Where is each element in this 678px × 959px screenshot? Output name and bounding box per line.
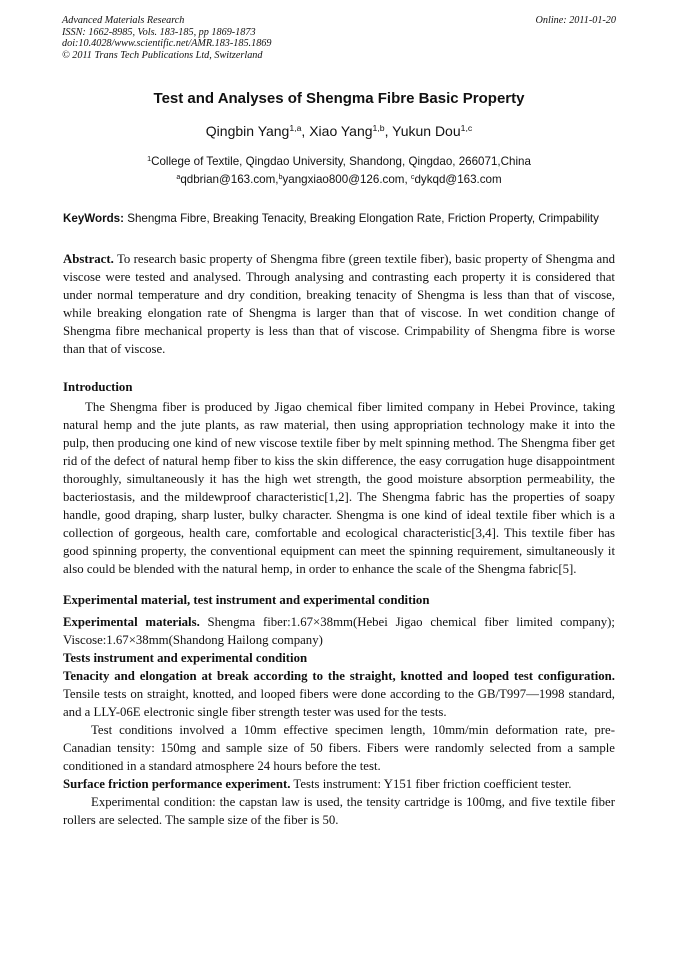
journal-name: Advanced Materials Research [62,15,185,26]
author-affiliation-mark: 1,b [372,123,385,134]
subsection-heading-tests: Tests instrument and experimental condition [63,651,308,665]
email-address: qdbrian@163.com, [180,173,279,186]
online-date: Online: 2011-01-20 [535,15,616,26]
email-address: yangxiao800@126.com, [282,173,411,186]
author-name: Qingbin Yang [205,123,290,139]
author-affiliation-mark: 1,c [460,123,473,134]
friction-text: Tests instrument: Y151 fiber friction coefficient tester. [290,777,572,791]
email-address: dykqd@163.com [414,173,502,186]
abstract [63,250,615,358]
doi-line: doi:10.4028/www.scientific.net/AMR.183-185.1869 [62,38,272,49]
materials-paragraph [63,613,615,649]
body-text [63,250,615,829]
abstract-text: To research basic property of Shengma fibre (green textile fiber), basic property of Shengma and viscose were tested and analysed. Through analysing and contrasting each property it is considered that under normal temperature and dry condition, breaking tenacity of Shengma is less than that of viscose, while breaking elongation rate of Shengma is larger than that of viscose. In wet condition change of Shengma fibre mechanical property is less than that of viscose. Crimpability of Shengma fibre is worse than that of viscose. [63,252,615,356]
keywords-label: KeyWords: [63,212,124,225]
author-separator: , [301,123,310,139]
tenacity-label: Tenacity and elongation at break according to the straight, knotted and looped test configuration. [63,669,615,683]
tenacity-text: Tensile tests on straight, knotted, and looped fibers were done according to the GB/T997—1998 standard, and a LLY-06E electronic single fiber strength tester was used for the tests. [63,687,615,719]
author-separator: , [384,123,393,139]
abstract-label: Abstract. [63,252,114,266]
email-mark: b [278,172,283,182]
email-line [0,171,678,189]
friction-condition-paragraph: Experimental condition: the capstan law is used, the tensity cartridge is 100mg, and five textile fiber rollers are selected. The sample size of the fiber is 50. [63,795,615,827]
issn-line: ISSN: 1662-8985, Vols. 183-185, pp 1869-1873 [62,26,256,38]
copyright-line: © 2011 Trans Tech Publications Ltd, Switzerland [62,49,263,61]
author-affiliation-mark: 1,a [289,123,302,134]
author-name: Yukun Dou [392,123,461,139]
email-mark: a [176,172,181,182]
conditions-paragraph: Test conditions involved a 10mm effective specimen length, 10mm/min deformation rate, pre-Canadian tensity: 150mg and sample size of 50 fibers. Fibers were randomly selected from a sample conditioned in a standard atmosphere 24 hours before the test. [63,723,615,773]
friction-paragraph [63,775,615,793]
running-header [62,15,616,61]
introduction-paragraph: The Shengma fiber is produced by Jigao chemical fiber limited company in Hebei Province, taking natural hemp and the jute plants, as raw material, then using appropriation technology make it into the pulp, then producing one kind of new viscose textile fiber by melt spinning method. The Shengma fiber get rid of the defect of natural hemp fiber to kiss the skin difference, the easy corrugation huge disappointment thoroughly, simultaneously it has the high wet strength, the good moisture absorption permeability, the bacteriostasis, and the mildewproof characteristic[1,2]. The Shengma fabric has the properties of soapy handle, good draping, sharp luster, bulky character. Shengma is one kind of ideal textile fiber which is a collection of gorgeous, health care, comfortable and ecological characteristic[3,4]. This textile fiber has good spinning property, the conventional equipment can meet the spinning requirement, simultaneously it also could be blended with the natural hemp, in order to enhance the scale of the Shengma fabric[5]. [63,400,615,576]
affiliation-line [0,153,678,171]
keywords [63,207,615,230]
materials-text: Shengma fiber:1.67×38mm(Hebei Jigao chemical fiber limited company); Viscose:1.67×38mm(Shandong Hailong company) [63,615,615,647]
keywords-text: Shengma Fibre, Breaking Tenacity, Breaking Elongation Rate, Friction Property, Crimpability [124,212,599,225]
affiliation-mark: 1 [147,154,152,164]
paper-title: Test and Analyses of Shengma Fibre Basic Property [153,90,525,107]
friction-label: Surface friction performance experiment. [63,777,291,791]
author-name: Xiao Yang [309,123,373,139]
section-heading-introduction: Introduction [63,380,133,394]
tenacity-paragraph [63,667,615,721]
affiliation-block [0,153,678,189]
author-list [0,123,678,139]
email-mark: c [410,172,415,182]
materials-label: Experimental materials. [63,615,200,629]
section-heading-experimental: Experimental material, test instrument and experimental condition [63,593,430,607]
affiliation-text: College of Textile, Qingdao University, Shandong, Qingdao, 266071,China [151,155,531,168]
